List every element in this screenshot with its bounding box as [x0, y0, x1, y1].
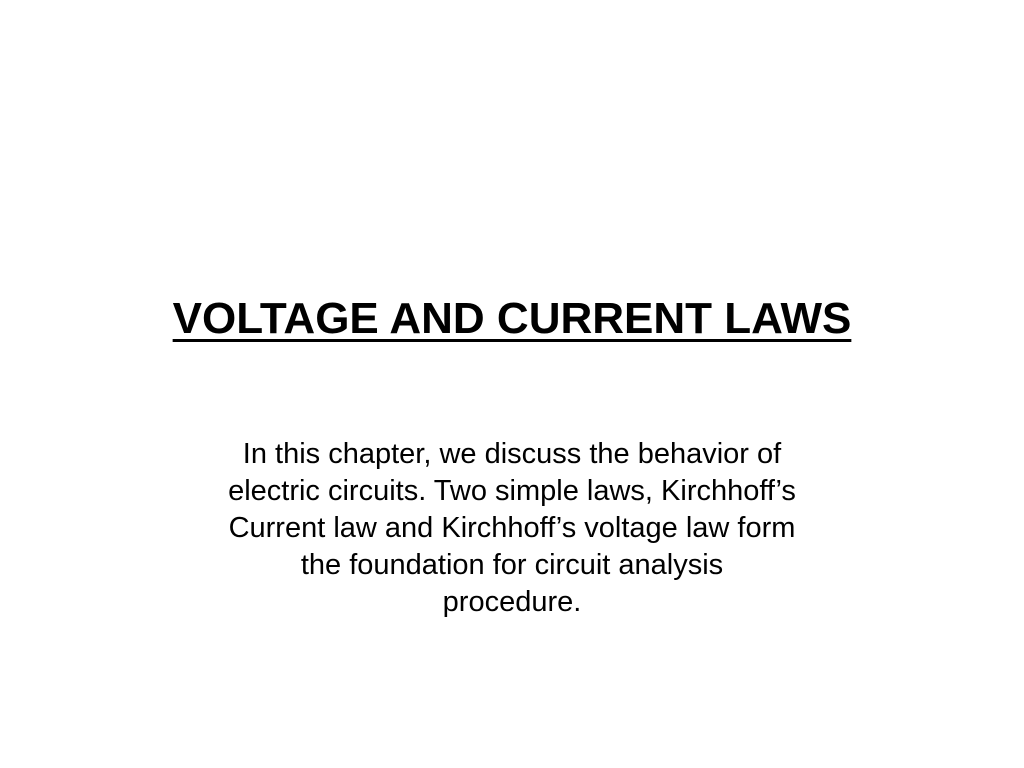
slide-subtitle [154, 436, 870, 621]
subtitle-line: the foundation for circuit analysis [300, 549, 724, 581]
subtitle-line: In this chapter, we discuss the behavior of [242, 438, 782, 470]
slide-title: VOLTAGE AND CURRENT LAWS [172, 294, 852, 343]
subtitle-line: Current law and Kirchhoff’s voltage law form [228, 512, 796, 544]
subtitle-line: electric circuits. Two simple laws, Kirchhoff’s [228, 475, 796, 507]
subtitle-line: procedure. [442, 586, 582, 618]
